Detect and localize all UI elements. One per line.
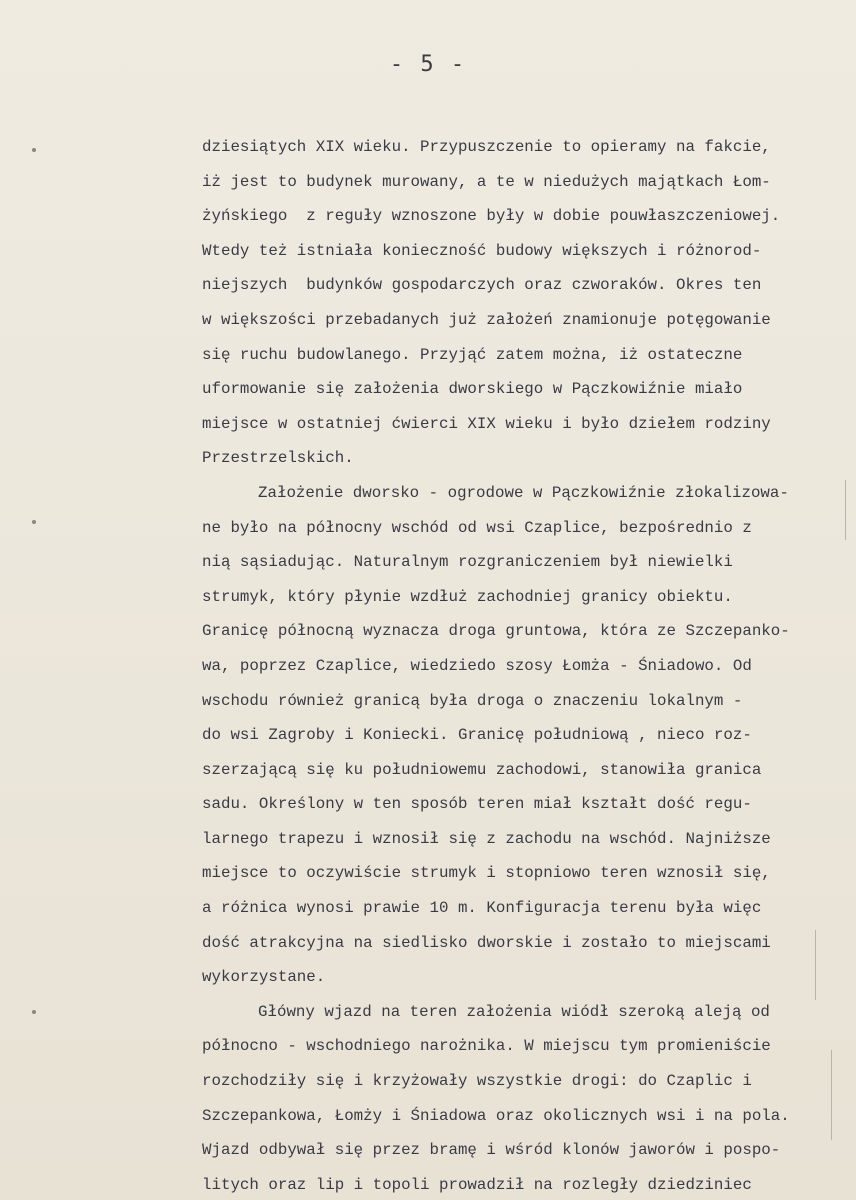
- text-line: dość atrakcyjna na siedlisko dworskie i zostało to miejscami: [202, 933, 771, 952]
- text-line: Przestrzelskich.: [202, 449, 354, 468]
- margin-punch-mark: [32, 1010, 36, 1014]
- text-line: strumyk, który płynie wzdłuż zachodniej granicy obiektu.: [202, 587, 733, 606]
- text-line: do wsi Zagroby i Koniecki. Granicę południową , nieco roz-: [202, 726, 752, 745]
- text-line: się ruchu budowlanego. Przyjąć zatem można, iż ostateczne: [202, 345, 743, 364]
- text-line: w większości przebadanych już założeń znamionuje potęgowanie: [202, 310, 771, 329]
- text-line: ne było na północny wschód od wsi Czaplice, bezpośrednio z: [202, 518, 752, 537]
- text-line: szerzającą się ku południowemu zachodowi, stanowiła granica: [202, 760, 762, 779]
- text-line: niejszych budynków gospodarczych oraz czworaków. Okres ten: [202, 276, 762, 295]
- margin-punch-mark: [32, 520, 36, 524]
- text-line: Założenie dworsko - ogrodowe w Pączkowiźnie złokalizowa-: [258, 483, 789, 502]
- text-line: północno - wschodniego narożnika. W miejscu tym promieniście: [202, 1037, 771, 1056]
- text-line: uformowanie się założenia dworskiego w Pączkowiźnie miało: [202, 380, 743, 399]
- text-line: Granicę północną wyznacza droga gruntowa, która ze Szczepanko-: [202, 622, 790, 641]
- text-line: rozchodziły się i krzyżowały wszystkie drogi: do Czaplic i: [202, 1072, 752, 1091]
- text-line: larnego trapezu i wznosił się z zachodu na wschód. Najniższe: [202, 829, 771, 848]
- text-line: a różnica wynosi prawie 10 m. Konfiguracja terenu była więc: [202, 899, 762, 918]
- text-line: Szczepankowa, Łomży i Śniadowa oraz okolicznych wsi i na pola.: [202, 1106, 790, 1125]
- margin-punch-mark: [32, 148, 36, 152]
- page-number: - 5 -: [389, 52, 467, 77]
- text-line: wa, poprzez Czaplice, wiedziedo szosy Łomża - Śniadowo. Od: [202, 656, 752, 675]
- text-line: iż jest to budynek murowany, a te w niedużych majątkach Łom-: [202, 172, 771, 191]
- text-line: sadu. Określony w ten sposób teren miał kształt dość regu-: [202, 795, 752, 814]
- text-line: miejsce to oczywiście strumyk i stopniowo teren wznosił się,: [202, 864, 771, 883]
- text-line: litych oraz lip i topoli prowadził na rozległy dziedziniec: [202, 1175, 752, 1194]
- text-line: nią sąsiadując. Naturalnym rozgraniczeniem był niewielki: [202, 553, 733, 572]
- text-line: dziesiątych XIX wieku. Przypuszczenie to opieramy na fakcie,: [202, 138, 771, 156]
- text-line: miejsce w ostatniej ćwierci XIX wieku i było dziełem rodziny: [202, 414, 771, 433]
- text-line: wschodu również granicą była droga o znaczeniu lokalnym -: [202, 691, 743, 710]
- text-line: Wjazd odbywał się przez bramę i wśród klonów jaworów i pospo-: [202, 1141, 781, 1160]
- paper-edge-mark: [845, 480, 846, 540]
- text-line: Wtedy też istniała konieczność budowy większych i różnorod-: [202, 241, 762, 260]
- text-line: wykorzystane.: [202, 968, 326, 987]
- document-body: [202, 130, 842, 1200]
- text-line: żyńskiego z reguły wznoszone były w dobie pouwłaszczeniowej.: [202, 207, 781, 226]
- text-line: Główny wjazd na teren założenia wiódł szeroką aleją od: [258, 1002, 770, 1021]
